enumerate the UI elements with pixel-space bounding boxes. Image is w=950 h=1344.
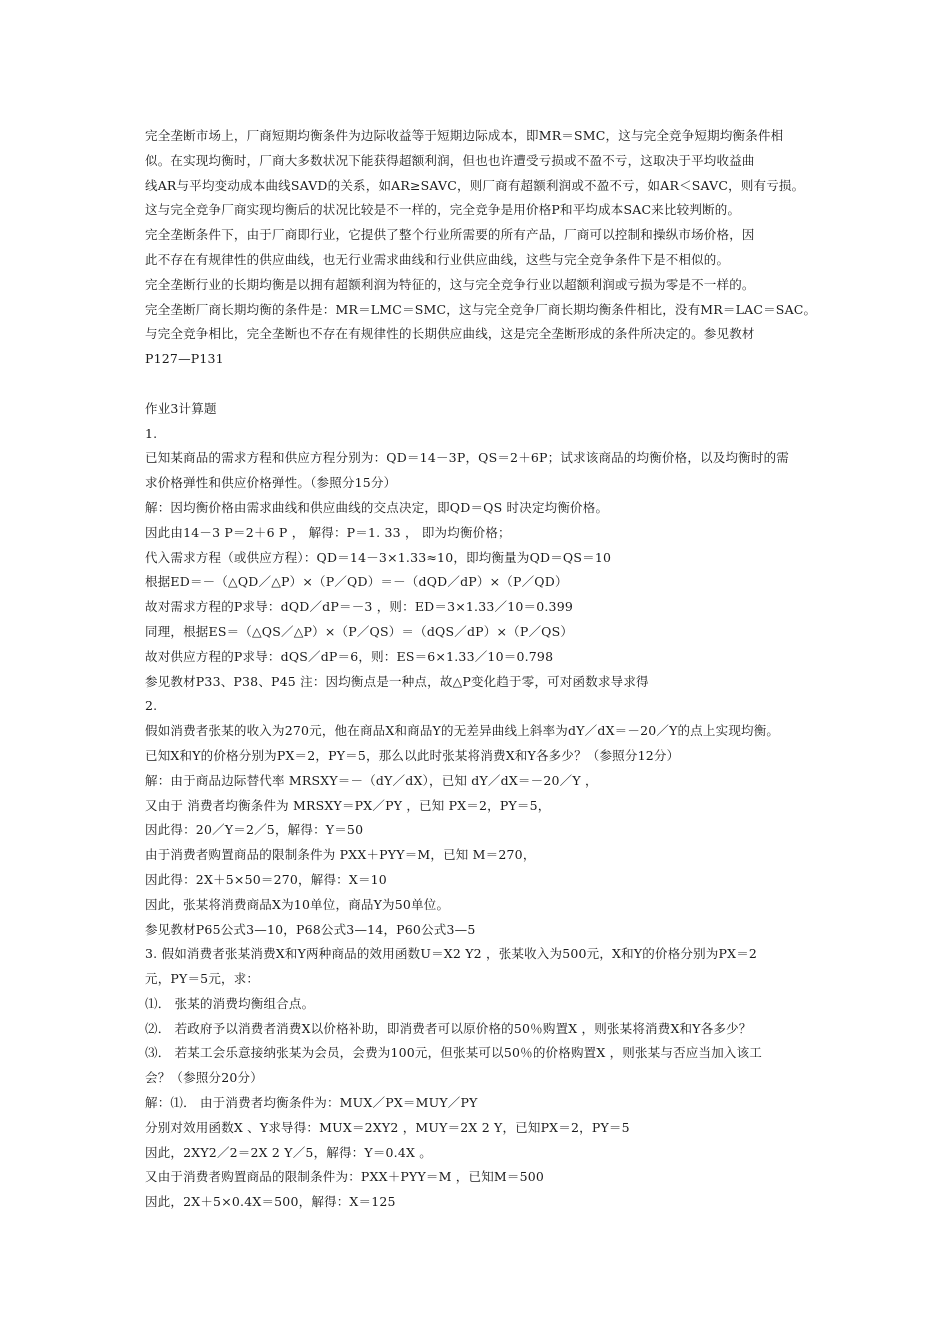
body-line: 又由于 消费者均衡条件为 MRSXY＝PX／PY ，已知 PX＝2，PY＝5， bbox=[145, 797, 551, 813]
body-line: 解：因均衡价格由需求曲线和供应曲线的交点决定，即QD＝QS 时决定均衡价格。 bbox=[145, 499, 609, 515]
body-line: 解：⑴． 由于消费者均衡条件为：MUX／PX＝MUY／PY bbox=[145, 1095, 478, 1111]
problem-number: 1. bbox=[145, 425, 158, 441]
body-line: 根据ED＝－（△QD／△P）×（P／QD）＝－（dQD／dP）×（P／QD） bbox=[145, 574, 568, 590]
body-line: 元，PY＝5元，求： bbox=[145, 971, 260, 987]
body-line: 会？（参照分20分） bbox=[145, 1070, 263, 1086]
body-line: ⑴． 张某的消费均衡组合点。 bbox=[145, 995, 315, 1011]
body-line: 解：由于商品边际替代率 MRSXY＝－（dY／dX），已知 dY／dX＝－20／Y ， bbox=[145, 772, 598, 788]
body-line: 因此，2XY2／2＝2X 2 Y／5，解得：Y＝0.4X 。 bbox=[145, 1144, 432, 1160]
body-line: ⑶． 若某工会乐意接纳张某为会员，会费为100元，但张某可以50％的价格购置X ，则张某与否应当加入该工 bbox=[145, 1045, 763, 1061]
body-line: 因此由14－3 P＝2＋6 P ， 解得：P＝1. 33 ， 即为均衡价格； bbox=[145, 524, 511, 540]
body-line: ⑵． 若政府予以消费者消费X以价格补助，即消费者可以原价格的50％购置X ，则张某将消费X和Y各多少？ bbox=[145, 1020, 752, 1036]
body-line: 已知某商品的需求方程和供应方程分别为：QD＝14－3P，QS＝2＋6P；试求该商品的均衡价格，以及均衡时的需 bbox=[145, 450, 789, 466]
problem-number: 2. bbox=[145, 698, 158, 714]
body-line: 因此，张某将消费商品X为10单位，商品Y为50单位。 bbox=[145, 896, 450, 912]
body-line: 此不存在有规律性的供应曲线，也无行业需求曲线和行业供应曲线，这些与完全竞争条件下是不相似的。 bbox=[145, 251, 730, 267]
body-line: 线AR与平均变动成本曲线SAVD的关系，如AR≥SAVC，则厂商有超额利润或不盈不亏，如AR＜SAVC，则有亏损。 bbox=[145, 177, 805, 193]
body-line: 因此，2X＋5×0.4X＝500，解得：X＝125 bbox=[145, 1194, 396, 1210]
body-line: 完全垄断厂商长期均衡的条件是：MR＝LMC＝SMC，这与完全竞争厂商长期均衡条件相比，没有MR＝LAC＝SAC。 bbox=[145, 301, 817, 317]
body-line: 已知X和Y的价格分别为PX＝2，PY＝5，那么以此时张某将消费X和Y各多少？（参照分12分） bbox=[145, 747, 680, 763]
body-line: 同理，根据ES＝（△QS／△P）×（P／QS）＝（dQS／dP）×（P／QS） bbox=[145, 623, 574, 639]
document-body bbox=[145, 124, 825, 1215]
body-line: 似。在实现均衡时，厂商大多数状况下能获得超额利润，但也也许遭受亏损或不盈不亏，这取决于平均收益曲 bbox=[145, 152, 755, 168]
body-line: 与完全竞争相比，完全垄断也不存在有规律性的长期供应曲线，这是完全垄断形成的条件所决定的。参见教材 bbox=[145, 326, 755, 342]
body-line: 求价格弹性和供应价格弹性。（参照分15分） bbox=[145, 475, 397, 491]
body-line: 分别对效用函数X 、Y求导得：MUX＝2XY2 ，MUY＝2X 2 Y，已知PX＝2，PY＝5 bbox=[145, 1119, 630, 1135]
body-line: 参见教材P33、P38、P45 注：因均衡点是一种点，故△P变化趋于零，可对函数求导求得 bbox=[145, 673, 649, 689]
blank-line bbox=[145, 372, 825, 397]
problem-number: 3. 假如消费者张某消费X和Y两种商品的效用函数U＝X2 Y2 ，张某收入为500元，X和Y的价格分别为PX＝2 bbox=[145, 946, 758, 962]
body-line: 参见教材P65公式3—10，P68公式3—14，P60公式3—5 bbox=[145, 921, 476, 937]
body-line: 这与完全竞争厂商实现均衡后的状况比较是不一样的，完全竞争是用价格P和平均成本SAC来比较判断的。 bbox=[145, 202, 741, 218]
body-line: 由于消费者购置商品的限制条件为 PXX＋PYY＝M，已知 M＝270， bbox=[145, 847, 536, 863]
section-heading: 作业3计算题 bbox=[145, 400, 217, 416]
body-line: 因此得：2X＋5×50＝270，解得：X＝10 bbox=[145, 871, 387, 887]
body-line: 故对供应方程的P求导：dQS／dP＝6，则：ES＝6×1.33／10＝0.798 bbox=[145, 648, 554, 664]
body-line: 因此得：20／Y＝2／5，解得：Y＝50 bbox=[145, 822, 364, 838]
body-line: 完全垄断条件下，由于厂商即行业，它提供了整个行业所需要的所有产品，厂商可以控制和操纵市场价格，因 bbox=[145, 227, 755, 243]
body-line: 又由于消费者购置商品的限制条件为：PXX＋PYY＝M ，已知M＝500 bbox=[145, 1169, 545, 1185]
body-line: 完全垄断市场上，厂商短期均衡条件为边际收益等于短期边际成本，即MR＝SMC，这与完全竞争短期均衡条件相 bbox=[145, 128, 784, 143]
body-line: 假如消费者张某的收入为270元，他在商品X和商品Y的无差异曲线上斜率为dY／dX＝－20／Y的点上实现均衡。 bbox=[145, 723, 780, 739]
body-line: 故对需求方程的P求导：dQD／dP＝－3 ，则：ED＝3×1.33／10＝0.399 bbox=[145, 599, 574, 615]
body-line: 代入需求方程（或供应方程）：QD＝14－3×1.33≈10，即均衡量为QD＝QS＝10 bbox=[145, 549, 612, 565]
body-line: 完全垄断行业的长期均衡是以拥有超额利润为特征的，这与完全竞争行业以超额利润或亏损为零是不一样的。 bbox=[145, 276, 755, 292]
body-line: P127—P131 bbox=[145, 351, 224, 367]
